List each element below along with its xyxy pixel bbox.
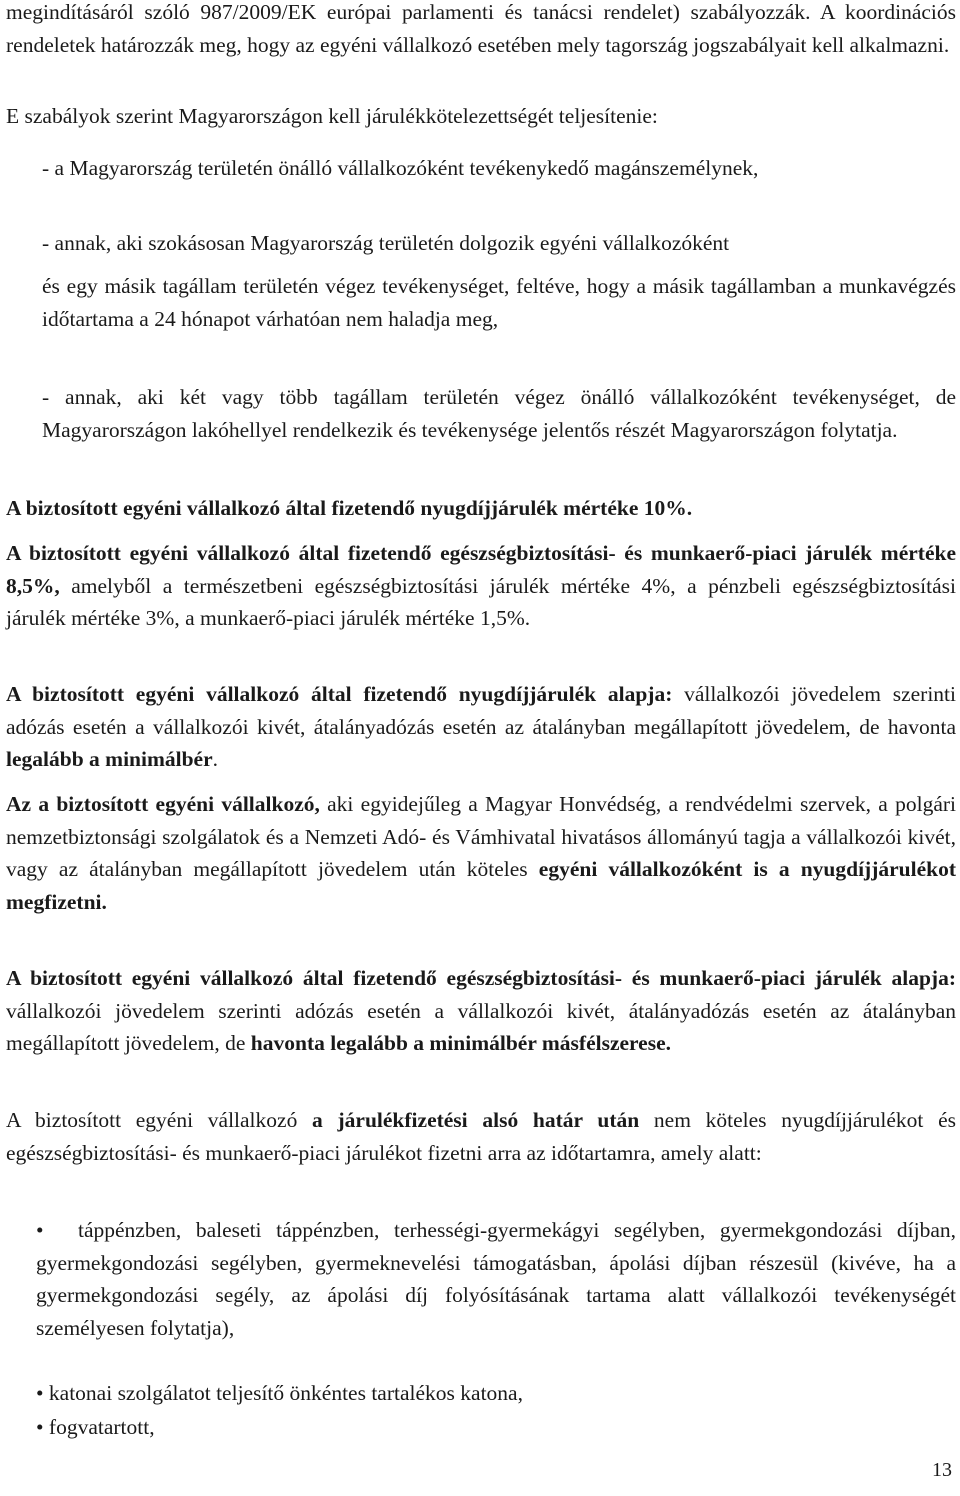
bold-text: egyéni vállalkozóként is a nyugdíjjárulékot megfizetni. bbox=[6, 857, 956, 914]
bullet-icon: • bbox=[36, 1415, 44, 1439]
bold-text: a járulékfizetési alsó határ után bbox=[312, 1108, 640, 1132]
bullet-text: katonai szolgálatot teljesítő önkéntes tartalékos katona, bbox=[48, 1381, 523, 1405]
bullet-item bbox=[36, 1411, 956, 1444]
text: . bbox=[212, 747, 219, 772]
bullet-item bbox=[36, 1377, 956, 1410]
bold-text: A biztosított egyéni vállalkozó által fizetendő egészségbiztosítási- és munkaerő-piaci járulék mértéke 8,5%, bbox=[6, 541, 956, 598]
bullet-text: fogvatartott, bbox=[48, 1415, 155, 1439]
paragraph: E szabályok szerint Magyarországon kell járulékkötelezettségét teljesítenie: bbox=[6, 104, 658, 128]
page-number: 13 bbox=[932, 1459, 952, 1481]
bullet-icon: • bbox=[36, 1218, 44, 1242]
paragraph bbox=[6, 962, 956, 1060]
paragraph bbox=[6, 788, 956, 918]
bullet-icon: • bbox=[36, 1381, 44, 1405]
text: aki egyidejűleg a Magyar Honvédség, a rendvédelmi szervek, a polgári nemzetbiztonsági szolgálatok és a Nemzeti Adó- és Vámhivatal hivatásos állományú tagja a vállalkozói kivét, vagy az átalányban megállapított jövedelem után köteles bbox=[6, 792, 956, 882]
paragraph bbox=[6, 537, 956, 635]
paragraph bbox=[6, 678, 956, 776]
paragraph: és egy másik tagállam területén végez tevékenységet, feltéve, hogy a másik tagállamban a munkavégzés időtartama a 24 hónapot várhatóan nem haladja meg, bbox=[42, 274, 956, 331]
bold-text: Az a biztosított egyéni vállalkozó, bbox=[6, 792, 320, 816]
list-dash-item: - annak, aki két vagy több tagállam területén végez önálló vállalkozóként tevékenységet, de Magyarországon lakóhellyel rendelkezik és tevékenysége jelentős részét Magyarországon folytatja. bbox=[42, 385, 956, 442]
bold-text: A biztosított egyéni vállalkozó által fizetendő egészségbiztosítási- és munkaerő-piaci járulék alapja: bbox=[6, 966, 956, 990]
list-dash-item: - a Magyarország területén önálló vállalkozóként tevékenykedő magánszemélynek, bbox=[42, 156, 759, 180]
paragraph: megindításáról szóló 987/2009/EK európai parlamenti és tanácsi rendelet) szabályozzák. A koordinációs rendeletek határozzák meg, hogy az egyéni vállalkozó esetében mely tagország jogszabályait kell alkalmazni. bbox=[6, 0, 956, 57]
text: vállalkozói jövedelem szerinti adózás esetén a vállalkozói kivét, átalányadózás esetén az átalányban megállapított jövedelem, de havonta bbox=[6, 682, 957, 739]
list-dash-item: - annak, aki szokásosan Magyarország területén dolgozik egyéni vállalkozóként bbox=[42, 231, 730, 255]
bold-text: A biztosított egyéni vállalkozó által fizetendő nyugdíjjárulék alapja: bbox=[6, 682, 673, 706]
bullet-text: táppénzben, baleseti táppénzben, terhességi-gyermekágyi segélyben, gyermekgondozási díjban, gyermekgondozási segélyben, gyermeknevelési támogatásban, ápolási díjban részesül (kivéve, ha a gyermekgondozási segély, az ápolási díj folyósításának tartama alatt vállalkozói tevékenységét személyesen folytatja), bbox=[36, 1218, 956, 1340]
text: A biztosított egyéni vállalkozó bbox=[6, 1108, 313, 1132]
bold-text: havonta legalább a minimálbér másfélszerese. bbox=[250, 1031, 672, 1056]
bullet-item bbox=[36, 1214, 956, 1344]
paragraph bbox=[6, 1104, 956, 1169]
text: vállalkozói jövedelem szerinti adózás esetén a vállalkozói kivét, átalányadózás esetén az átalányban megállapított jövedelem, de bbox=[6, 998, 956, 1056]
text: nem köteles nyugdíjjárulékot és egészségbiztosítási- és munkaerő-piaci járulékot fizetni arra az időtartamra, amely alatt: bbox=[6, 1108, 956, 1165]
text: amelyből a természetbeni egészségbiztosítási járulék mértéke 4%, a pénzbeli egészségbiztosítási járulék mértéke 3%, a munkaerő-piaci járulék mértéke 1,5%. bbox=[6, 573, 956, 631]
bold-statement: A biztosított egyéni vállalkozó által fizetendő nyugdíjjárulék mértéke 10%. bbox=[6, 496, 693, 520]
bold-text: legalább a minimálbér bbox=[6, 747, 213, 772]
